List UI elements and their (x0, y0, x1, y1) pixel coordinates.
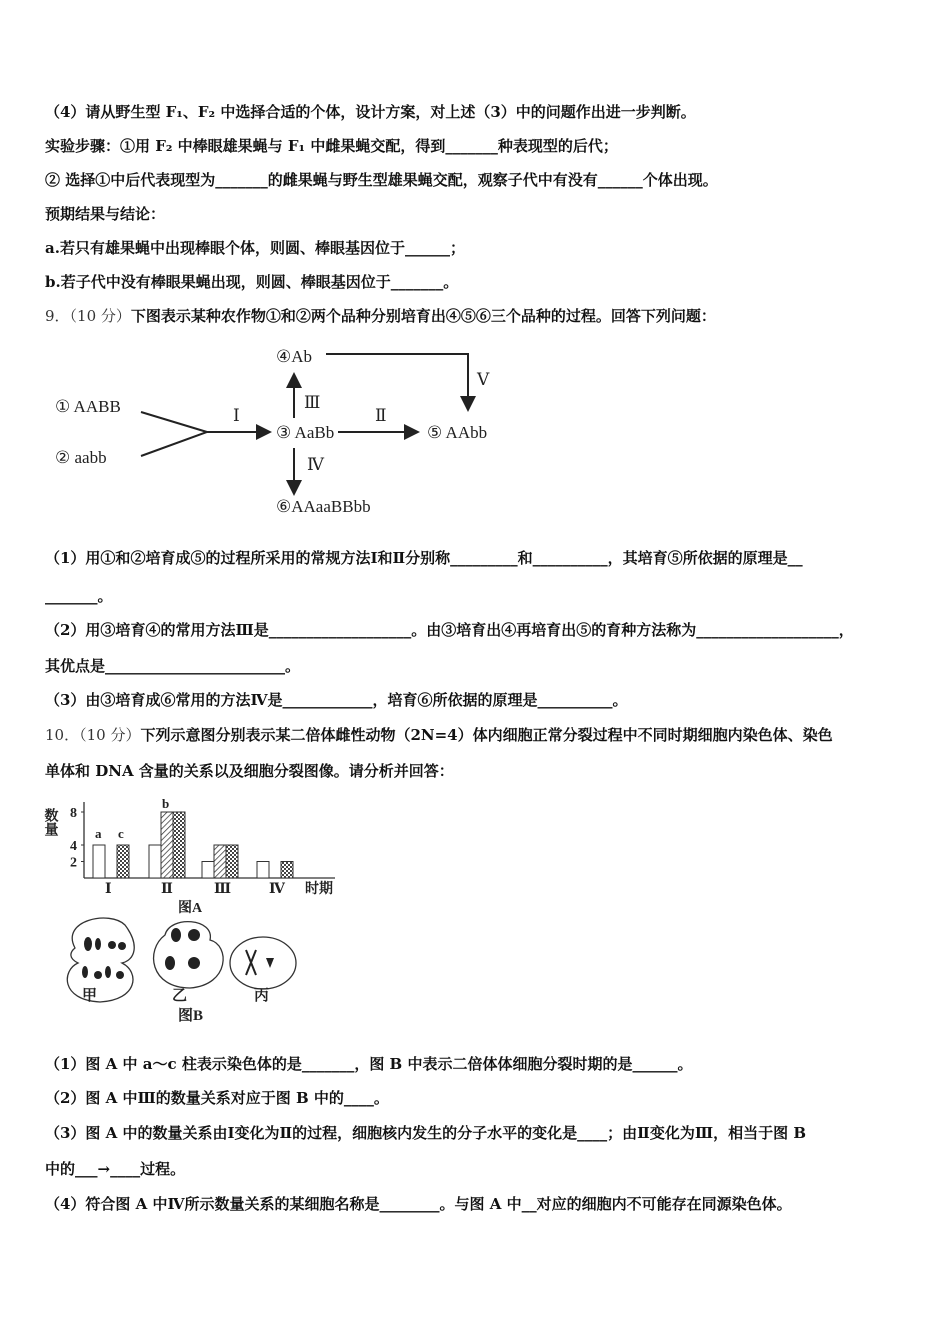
cell-jia (67, 918, 134, 1002)
q8-step1: 实验步骤：①用 F₂ 中棒眼雄果蝇与 F₁ 中雌果蝇交配，得到_______种表现型的后代； (45, 137, 618, 155)
bar-a (149, 845, 161, 878)
node-2: ② aabb (55, 448, 107, 467)
bar-c (117, 845, 129, 878)
y-tick-label: 2 (70, 855, 77, 871)
q10-part4: （4）符合图 A 中Ⅳ所示数量关系的某细胞名称是________。与图 A 中__对应的细胞内不可能存在同源染色体。 (45, 1195, 792, 1213)
q8-part4-intro: （4）请从野生型 F₁、F₂ 中选择合适的个体，设计方案，对上述（3）中的问题作出进一步判断。 (45, 103, 696, 121)
series-label-a: a (95, 826, 102, 841)
q10-part2: （2）图 A 中Ⅲ的数量关系对应于图 B 中的____。 (45, 1089, 389, 1107)
method-3: Ⅲ (304, 393, 321, 412)
x-axis-label: 时期 (305, 882, 333, 897)
method-2: Ⅱ (375, 406, 387, 425)
x-tick-label: Ⅳ (269, 882, 285, 897)
y-tick-label: 4 (70, 839, 77, 854)
node-4: ④Ab (276, 347, 313, 366)
q10-part3-line2: 中的___→____过程。 (45, 1160, 186, 1178)
q10-part1: （1）图 A 中 a～c 柱表示染色体的是_______，图 B 中表示二倍体体细胞分裂时期的是______。 (45, 1055, 693, 1073)
figure-b-caption: 图B (178, 1008, 204, 1024)
cell-label-bing: 丙 (254, 988, 270, 1004)
bar-a (93, 845, 105, 878)
q8-step2: ② 选择①中后代表现型为_______的雌果蝇与野生型雄果蝇交配，观察子代中有没有______个体出现。 (45, 171, 718, 189)
q9-part2-line2: 其优点是________________________。 (45, 657, 301, 675)
method-5: Ⅴ (477, 370, 490, 389)
q9-number: 9．（10 分） (45, 307, 131, 325)
y-axis-label: 数量 (42, 808, 58, 836)
cell-bing (230, 937, 296, 989)
q8-expect-label: 预期结果与结论： (45, 205, 166, 223)
bar-b (214, 845, 226, 878)
x-tick-label: Ⅱ (161, 882, 173, 897)
chart-title: 图A (178, 901, 203, 916)
x-tick-label: Ⅰ (105, 882, 112, 897)
bar-c (173, 812, 185, 878)
bar-a (257, 862, 269, 879)
q10-stem-text: 下列示意图分别表示某二倍体雌性动物（2N=4）体内细胞正常分裂过程中不同时期细胞内染色体、染色 (140, 726, 833, 744)
q10-part3-line1: （3）图 A 中的数量关系由Ⅰ变化为Ⅱ的过程，细胞核内发生的分子水平的变化是____；由Ⅱ变化为Ⅲ，相当于图 B (45, 1124, 806, 1142)
bar-c (226, 845, 238, 878)
node-3: ③ AaBb (276, 423, 335, 442)
x-tick-label: Ⅲ (214, 882, 232, 897)
q10-stem-line2: 单体和 DNA 含量的关系以及细胞分裂图像。请分析并回答： (45, 762, 454, 780)
q8-result-a: a.若只有雄果蝇中出现棒眼个体，则圆、棒眼基因位于______； (45, 239, 465, 257)
series-label-c: c (118, 826, 124, 841)
q10-number: 10．（10 分） (45, 726, 141, 744)
q9-stem-text: 下图表示某种农作物①和②两个品种分别培育出④⑤⑥三个品种的过程。回答下列问题： (130, 307, 716, 325)
node-5: ⑤ AAbb (427, 423, 488, 442)
bar-c (281, 862, 293, 879)
q8-result-b: b.若子代中没有棒眼果蝇出现，则圆、棒眼基因位于_______。 (45, 273, 459, 291)
bar-b (161, 812, 173, 878)
node-1: ① AABB (55, 397, 121, 416)
q9-part1-line1: （1）用①和②培育成⑤的过程所采用的常规方法Ⅰ和Ⅱ分别称_________和__________，其培育⑤所依据的原理是__ (45, 549, 803, 567)
node-6: ⑥AAaaBBbb (276, 497, 371, 516)
cell-label-yi: 乙 (172, 988, 188, 1004)
q9-part3: （3）由③培育成⑥常用的方法Ⅳ是____________，培育⑥所依据的原理是__________。 (45, 691, 628, 709)
series-label-b: b (162, 796, 170, 811)
method-1: Ⅰ (233, 406, 240, 425)
method-4: Ⅳ (307, 455, 324, 474)
y-tick-label: 8 (70, 806, 77, 821)
cell-yi (154, 922, 224, 988)
q9-part1-line2: _______。 (45, 587, 113, 605)
bar-a (202, 862, 214, 879)
cell-label-jia: 甲 (82, 988, 98, 1004)
q9-part2-line1: （2）用③培育④的常用方法Ⅲ是___________________。由③培育出④再培育出⑤的育种方法称为___________________， (45, 621, 854, 639)
